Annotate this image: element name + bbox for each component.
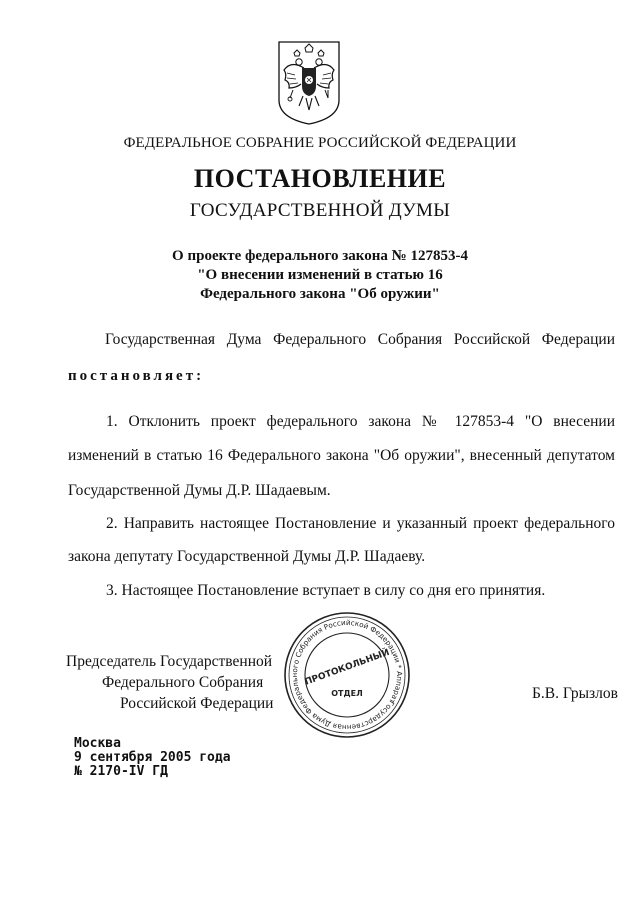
stamp-center-top: ПРОТОКОЛЬНЫЙ — [303, 647, 391, 688]
paragraph-1-line: изменений в статью 16 Федерального закона "Об оружии", внесенный депутатом — [68, 447, 615, 464]
signatory-position-line: Федерального Собрания — [102, 674, 264, 691]
signatory-position-line: Председатель Государственной — [66, 653, 273, 670]
paragraph-2-line: 2. Направить настоящее Постановление и указанный проект федерального — [106, 515, 615, 532]
paragraph-1-line: 1. Отклонить проект федерального закона № 127853-4 "О внесении — [106, 413, 615, 430]
bill-title-line: О проекте федерального закона № 127853-4 — [172, 248, 468, 264]
official-stamp — [282, 610, 412, 740]
signatory-name: Б.В. Грызлов — [532, 685, 618, 702]
preamble-text: Государственная Дума Федерального Собрания Российской Федерации — [105, 331, 615, 348]
document-title: ПОСТАНОВЛЕНИЕ — [193, 164, 447, 193]
footer-number: № 2170-IV ГД — [74, 764, 168, 779]
stamp-ring-text: Государственная Дума Федерального Собрания Российской Федерации * Аппарат — [289, 617, 405, 733]
footer-date: 9 сентября 2005 года — [74, 750, 231, 765]
stamp-center-bottom: ОТДЕЛ — [331, 689, 363, 698]
paragraph-3-line: 3. Настоящее Постановление вступает в силу со дня его принятия. — [106, 582, 546, 599]
paragraph-1-line: Государственной Думы Д.Р. Шадаевым. — [68, 482, 331, 499]
document-footer — [74, 737, 231, 779]
coat-of-arms-icon — [277, 40, 341, 126]
document-subtitle: ГОСУДАРСТВЕННОЙ ДУМЫ — [189, 200, 451, 221]
signatory-position — [66, 651, 273, 714]
resolves-label: постановляет: — [68, 368, 205, 384]
signatory-position-line: Российской Федерации — [120, 695, 274, 712]
svg-text:Государственная Дума Федеральн — [282, 610, 412, 740]
bill-title-line: Федерального закона "Об оружии" — [200, 286, 440, 302]
bill-title-line: "О внесении изменений в статью 16 — [197, 267, 443, 283]
parliament-name: ФЕДЕРАЛЬНОЕ СОБРАНИЕ РОССИЙСКОЙ ФЕДЕРАЦИИ — [123, 135, 517, 151]
footer-city: Москва — [74, 736, 121, 751]
bill-title — [0, 247, 640, 304]
paragraph-2-line: закона депутату Государственной Думы Д.Р. Шадаеву. — [68, 548, 426, 565]
